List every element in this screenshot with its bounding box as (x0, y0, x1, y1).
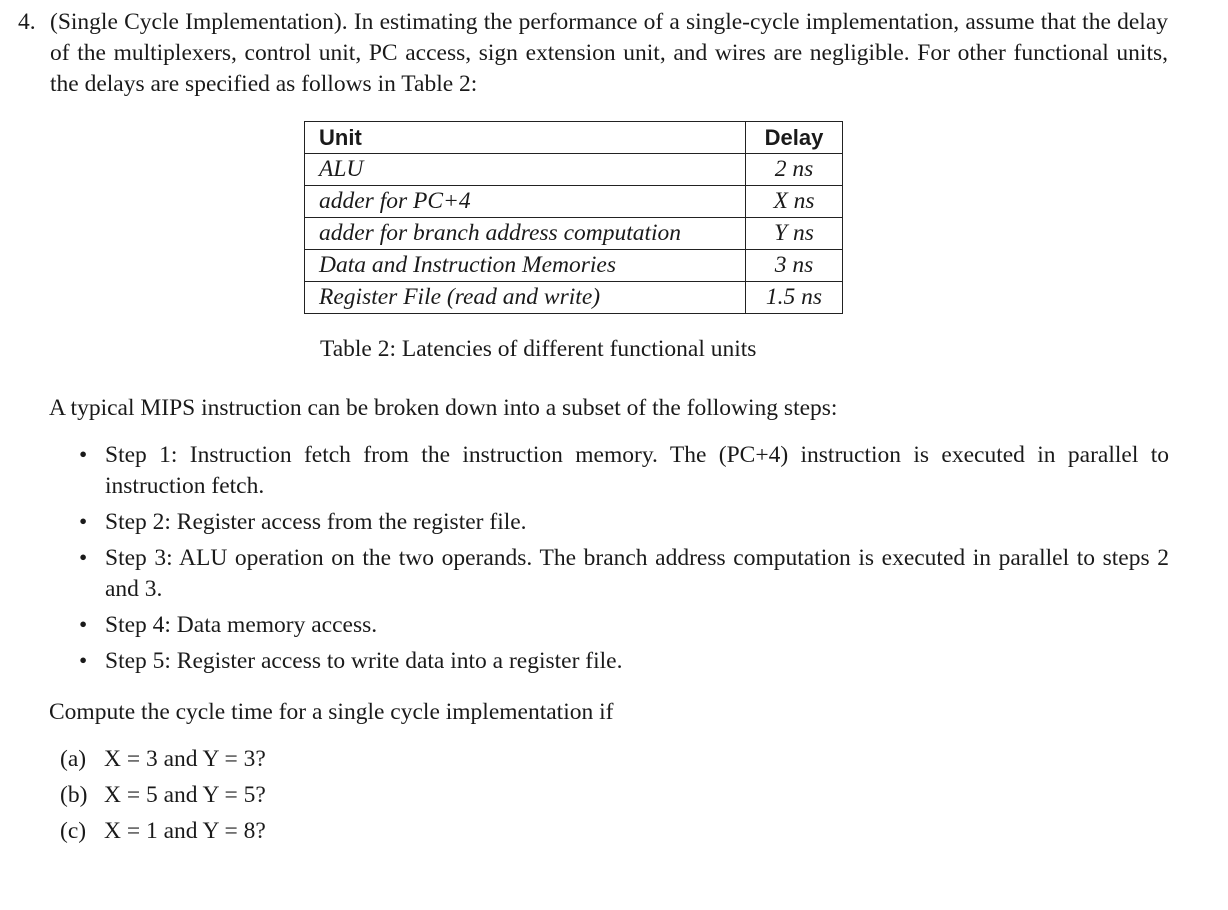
table-caption: Table 2: Latencies of different functional units (320, 336, 757, 362)
bullet-icon: • (79, 442, 88, 468)
cell-delay: Y ns (746, 218, 843, 250)
question-parts (60, 744, 266, 852)
part-text: X = 3 and Y = 3? (104, 746, 266, 772)
step-text: Step 3: ALU operation on the two operands. The branch address computation is executed in parallel to steps 2 and 3. (105, 545, 1169, 602)
table-row (305, 186, 843, 218)
list-item (79, 610, 1169, 641)
part-label: (b) (60, 782, 88, 808)
bullet-icon: • (79, 509, 88, 535)
part-text: X = 5 and Y = 5? (104, 782, 266, 808)
part-label: (a) (60, 746, 87, 772)
cell-delay: 3 ns (746, 250, 843, 282)
problem-number: 4. (18, 9, 36, 35)
compute-prompt: Compute the cycle time for a single cycle implementation if (49, 699, 614, 725)
table-row (305, 218, 843, 250)
header-unit: Unit (305, 122, 746, 154)
bullet-icon: • (79, 612, 88, 638)
table-row (305, 250, 843, 282)
cell-unit: adder for branch address computation (305, 218, 746, 250)
part-label: (c) (60, 818, 87, 844)
cell-unit: Register File (read and write) (305, 282, 746, 314)
step-text: Step 2: Register access from the register file. (105, 509, 527, 535)
cell-unit: adder for PC+4 (305, 186, 746, 218)
cell-delay: 2 ns (746, 154, 843, 186)
list-item (60, 744, 266, 780)
cell-delay: X ns (746, 186, 843, 218)
step-text: Step 1: Instruction fetch from the instruction memory. The (PC+4) instruction is executed in parallel to instruction fetch. (105, 442, 1169, 499)
table-header-row (305, 122, 843, 154)
list-item (79, 440, 1169, 502)
list-item (60, 780, 266, 816)
bullet-icon: • (79, 648, 88, 674)
steps-list (79, 440, 1169, 682)
list-item (79, 646, 1169, 677)
table-row (305, 154, 843, 186)
latency-table-wrapper (304, 121, 843, 314)
list-item (79, 543, 1169, 605)
cell-delay: 1.5 ns (746, 282, 843, 314)
part-text: X = 1 and Y = 8? (104, 818, 266, 844)
cell-unit: Data and Instruction Memories (305, 250, 746, 282)
latency-table (304, 121, 843, 314)
header-delay: Delay (746, 122, 843, 154)
steps-intro: A typical MIPS instruction can be broken down into a subset of the following steps: (49, 395, 838, 421)
problem-text: (Single Cycle Implementation). In estimating the performance of a single-cycle implementation, assume that the delay of the multiplexers, control unit, PC access, sign extension unit, and wires are negligible. For other functional units, the delays are specified as follows in Table 2: (50, 9, 1168, 97)
list-item (79, 507, 1169, 538)
step-text: Step 4: Data memory access. (105, 612, 378, 638)
bullet-icon: • (79, 545, 88, 571)
list-item (60, 816, 266, 852)
step-text: Step 5: Register access to write data into a register file. (105, 648, 623, 674)
table-row (305, 282, 843, 314)
cell-unit: ALU (305, 154, 746, 186)
